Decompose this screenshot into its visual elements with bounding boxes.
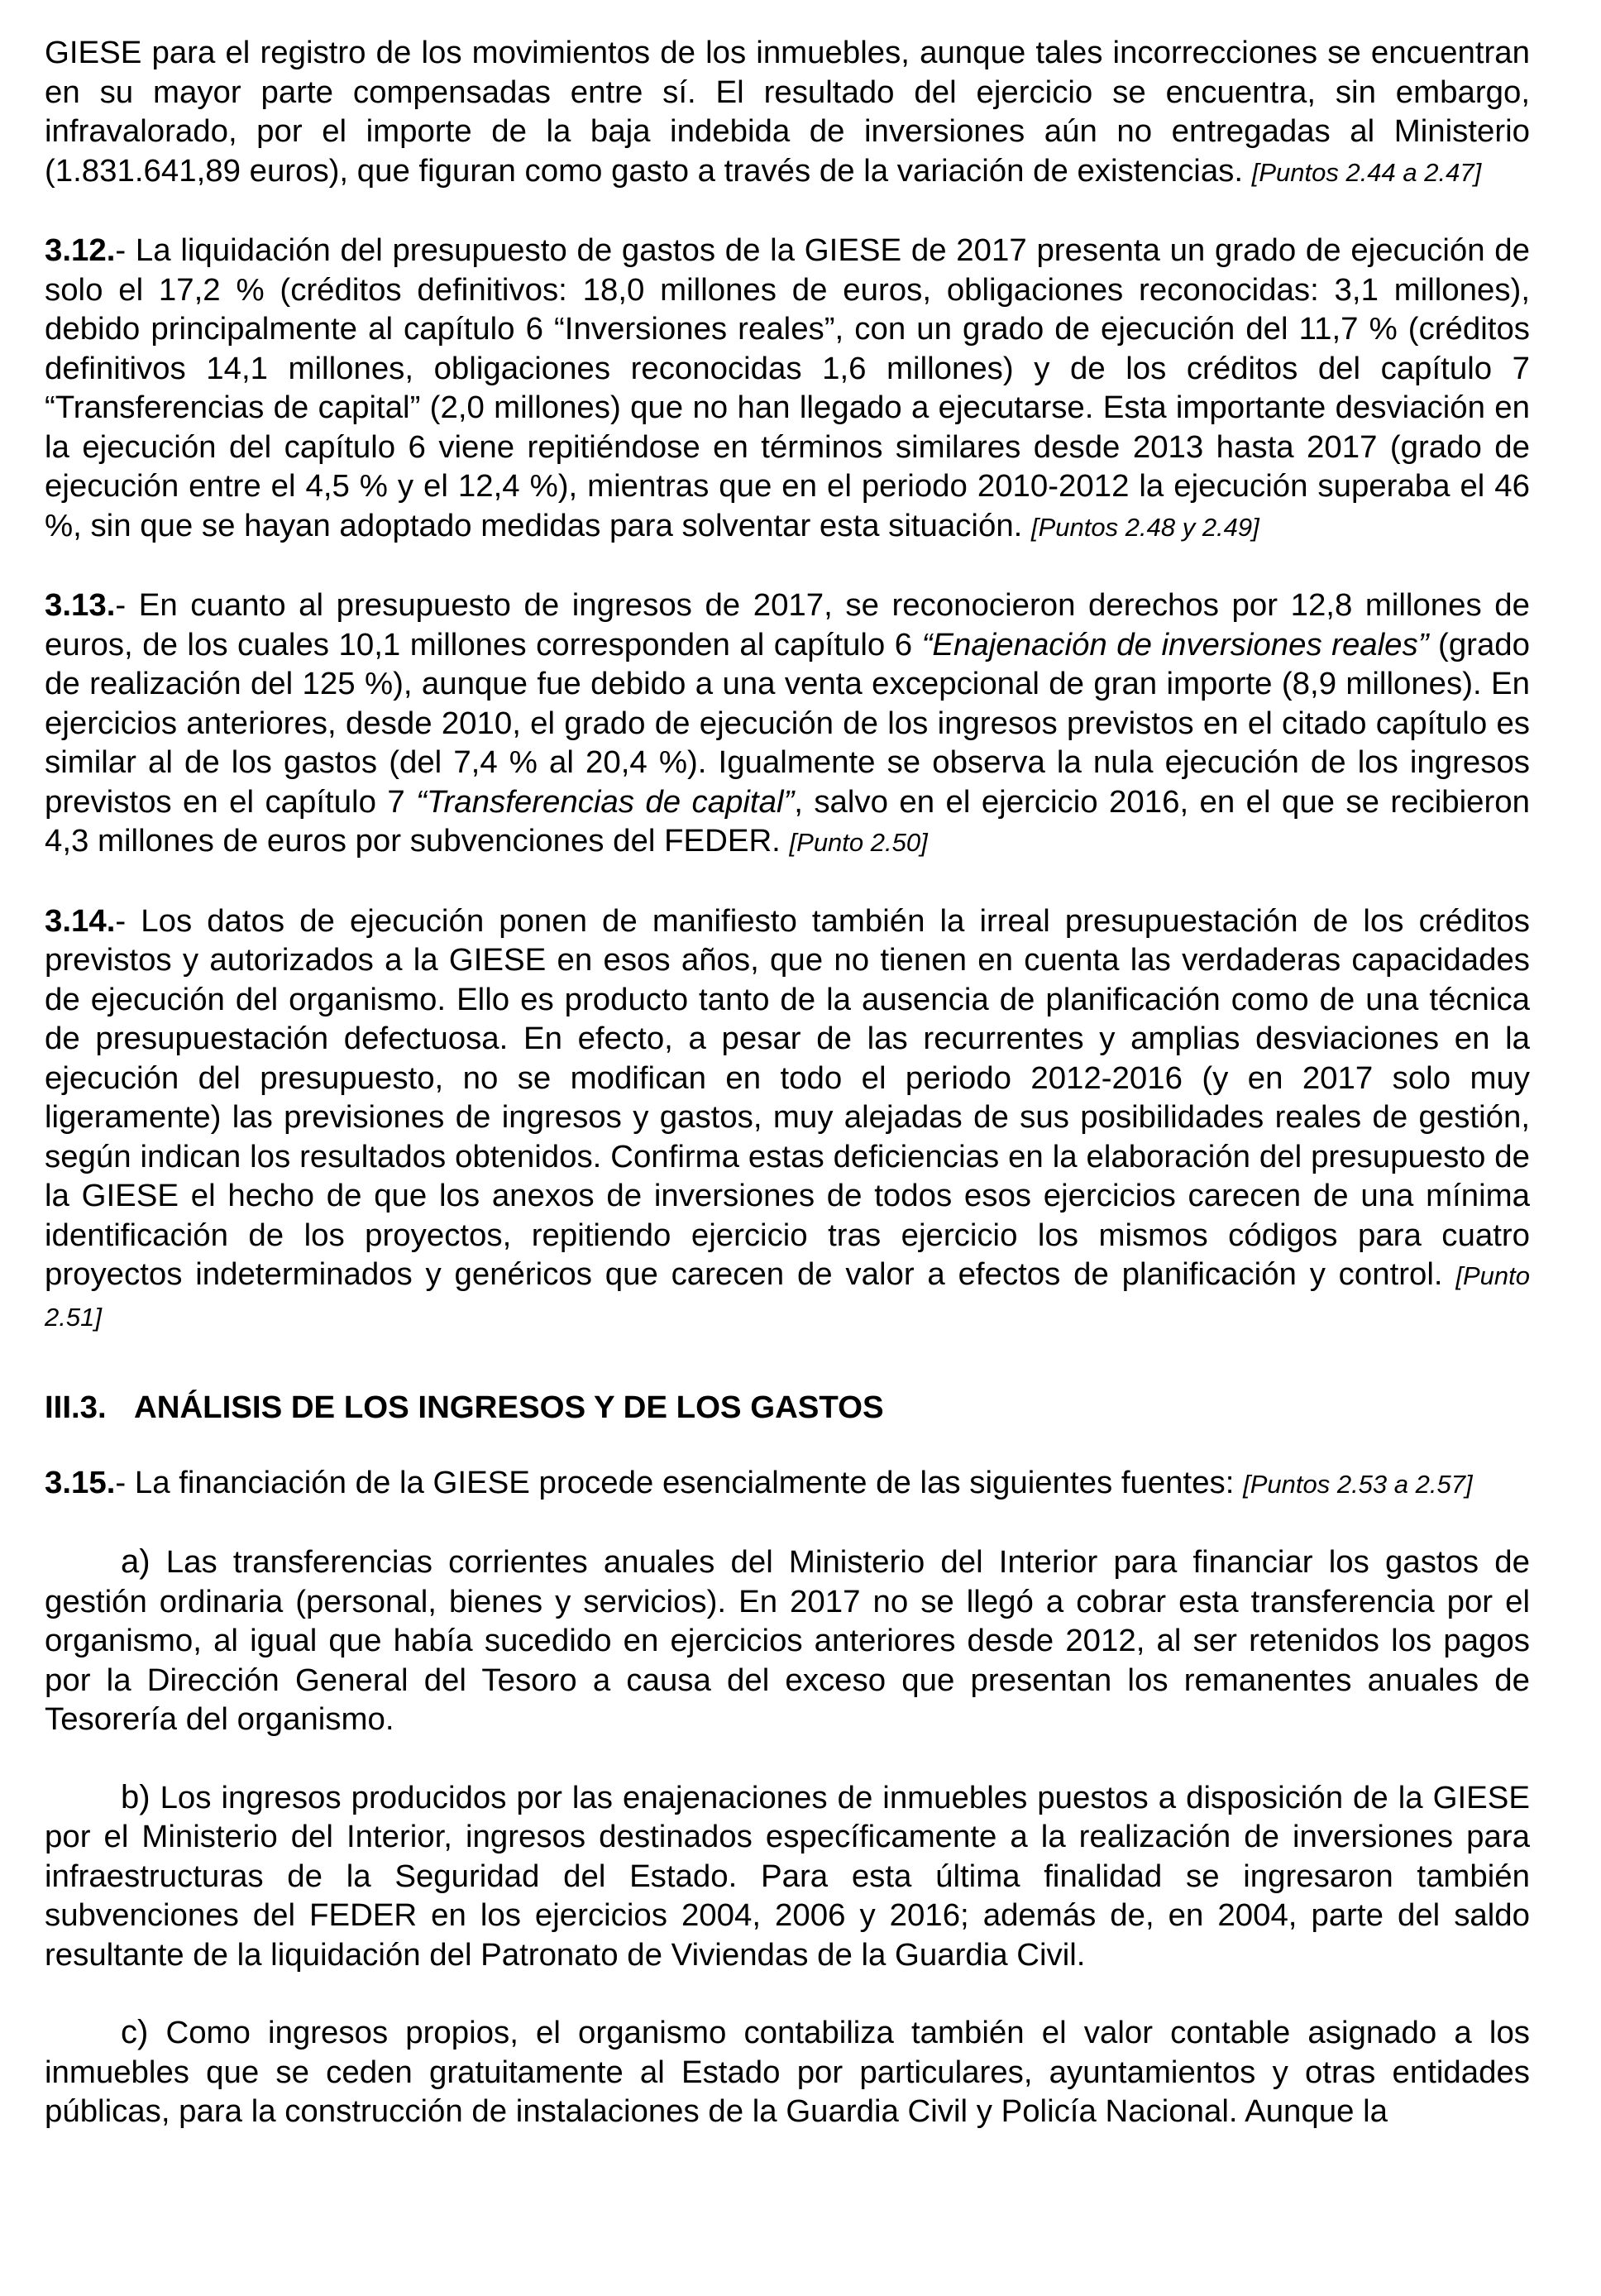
list-item-text: Como ingresos propios, el organismo contabiliza también el valor contable asignado a los inmuebles que se ceden gratuitamente al Estado por particulares, ayuntamientos y otras entidades públicas, para la construcción de instalaciones de la Guardia Civil y Policía Nacional. Aunque la <box>45 2015 1530 2129</box>
paragraph-text: - En cuanto al presupuesto de ingresos de 2017, se reconocieron derechos por 12,8 millones de euros, de los cuales 10,1 millones corresponden al capítulo 6 <box>45 587 1530 662</box>
list-item-c <box>45 2013 1530 2131</box>
paragraph-number: 3.13. <box>45 587 116 623</box>
paragraph-reference: [Puntos 2.44 a 2.47] <box>1251 157 1482 187</box>
paragraph-3-15 <box>45 1463 1530 1504</box>
list-item-text: Los ingresos producidos por las enajenaciones de inmuebles puestos a disposición de la GIESE por el Ministerio del Interior, ingresos destinados específicamente a la realización de inversiones para infraestructuras de la Seguridad del Estado. Para esta última finalidad se ingresaron también subvenciones del FEDER en los ejercicios 2004, 2006 y 2016; además de, en 2004, parte del saldo resultante de la liquidación del Patronato de Viviendas de la Guardia Civil. <box>45 1779 1530 1973</box>
continuation-paragraph <box>45 33 1530 192</box>
list-item-b <box>45 1778 1530 1975</box>
paragraph-3-14 <box>45 902 1530 1337</box>
paragraph-text: (grado de realización del 125 %), aunque fue debido a una venta excepcional de gran importe (8,9 millones). En ejercicios anteriores, desde 2010, el grado de ejecución de los ingresos previstos en el citado capítulo es similar al de los gastos (del 7,4 % al 20,4 %). Igualmente se observa la nula ejecución de los ingresos previstos en el capítulo 7 <box>45 626 1531 820</box>
paragraph-3-12 <box>45 231 1530 547</box>
section-title: ANÁLISIS DE LOS INGRESOS Y DE LOS GASTOS <box>134 1390 884 1425</box>
paragraph-reference: [Puntos 2.48 y 2.49] <box>1031 512 1259 542</box>
list-item-label: a) <box>121 1543 151 1580</box>
paragraph-number: 3.15. <box>45 1464 116 1500</box>
paragraph-reference: [Punto 2.51] <box>45 1261 1530 1332</box>
paragraph-text: - La financiación de la GIESE procede esencialmente de las siguientes fuentes: <box>115 1464 1235 1500</box>
section-number: III.3. <box>45 1390 107 1425</box>
list-item-label: b) <box>121 1778 151 1815</box>
paragraph-number: 3.14. <box>45 902 116 939</box>
paragraph-reference: [Puntos 2.53 a 2.57] <box>1243 1469 1473 1499</box>
list-item-text: Las transferencias corrientes anuales del Ministerio del Interior para financiar los gastos de gestión ordinaria (personal, bienes y servicios). En 2017 no se llegó a cobrar esta transferencia por el organismo, al igual que había sucedido en ejercicios anteriores desde 2012, al ser retenidos los pagos por la Dirección General del Tesoro a causa del exceso que presentan los remanentes anuales de Tesorería del organismo. <box>45 1544 1530 1737</box>
document-page <box>45 33 1530 2131</box>
paragraph-text: , salvo en el ejercicio 2016, en el que se recibieron 4,3 millones de euros por subvenciones del FEDER. <box>45 783 1530 859</box>
paragraph-italic-text: “Enajenación de inversiones reales” <box>921 626 1429 662</box>
list-item-label: c) <box>121 2014 149 2050</box>
paragraph-reference: [Punto 2.50] <box>789 828 928 857</box>
paragraph-text: - La liquidación del presupuesto de gastos de la GIESE de 2017 presenta un grado de ejecución de solo el 17,2 % (créditos definitivos: 18,0 millones de euros, obligaciones reconocidas: 3,1 millones), debido principalmente al capítulo 6 “Inversiones reales”, con un grado de ejecución del 11,7 % (créditos definitivos 14,1 millones, obligaciones reconocidas 1,6 millones) y de los créditos del capítulo 7 “Transferencias de capital” (2,0 millones) que no han llegado a ejecutarse. Esta importante desviación en la ejecución del capítulo 6 viene repitiéndose en términos similares desde 2013 hasta 2017 (grado de ejecución entre el 4,5 % y el 12,4 %), mientras que en el periodo 2010-2012 la ejecución superaba el 46 %, sin que se hayan adoptado medidas para solventar esta situación. <box>45 232 1530 543</box>
paragraph-text: GIESE para el registro de los movimientos de los inmuebles, aunque tales incorrecciones se encuentran en su mayor parte compensadas entre sí. El resultado del ejercicio se encuentra, sin embargo, infravalorado, por el importe de la baja indebida de inversiones aún no entregadas al Ministerio (1.831.641,89 euros), que figuran como gasto a través de la variación de existencias. <box>45 35 1530 189</box>
paragraph-3-13 <box>45 586 1530 863</box>
section-heading <box>45 1388 1530 1428</box>
paragraph-number: 3.12. <box>45 232 116 268</box>
list-item-a <box>45 1543 1530 1739</box>
paragraph-text: - Los datos de ejecución ponen de manifiesto también la irreal presupuestación de los créditos previstos y autorizados a la GIESE en esos años, que no tienen en cuenta las verdaderas capacidades de ejecución del organismo. Ello es producto tanto de la ausencia de planificación como de una técnica de presupuestación defectuosa. En efecto, a pesar de las recurrentes y amplias desviaciones en la ejecución del presupuesto, no se modifican en todo el periodo 2012-2016 (y en 2017 solo muy ligeramente) las previsiones de ingresos y gastos, muy alejadas de sus posibilidades reales de gestión, según indican los resultados obtenidos. Confirma estas deficiencias en la elaboración del presupuesto de la GIESE el hecho de que los anexos de inversiones de todos esos ejercicios carecen de una mínima identificación de los proyectos, repitiendo ejercicio tras ejercicio los mismos códigos para cuatro proyectos indeterminados y genéricos que carecen de valor a efectos de planificación y control. <box>45 902 1530 1292</box>
paragraph-italic-text: “Transferencias de capital” <box>416 783 795 820</box>
